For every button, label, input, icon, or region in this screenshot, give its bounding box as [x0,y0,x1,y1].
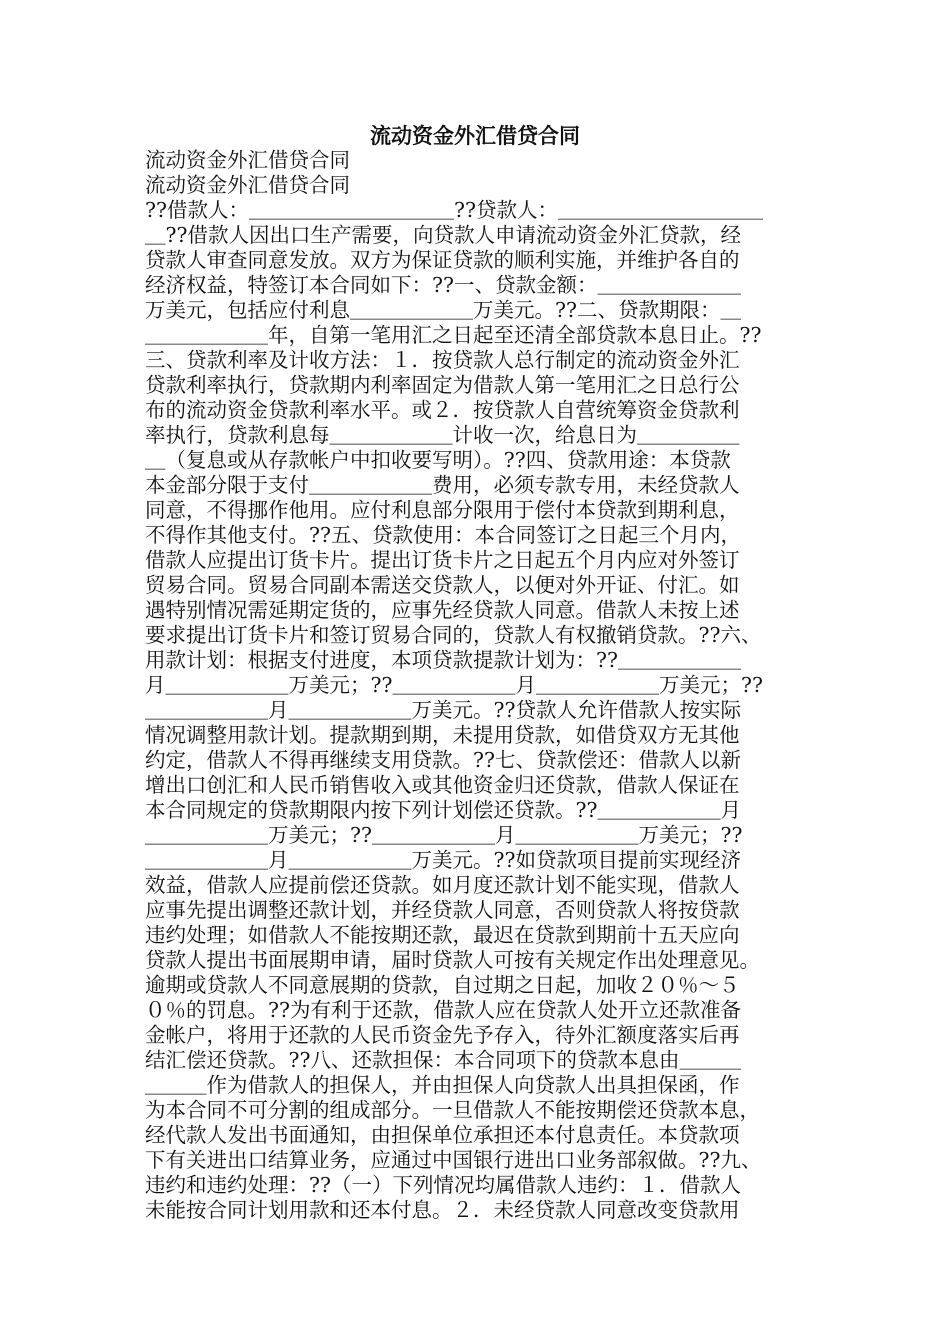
body-line: ０％的罚息。??为有利于还款，借款人应在贷款人处开立还款准备 [145,998,741,1022]
body-line: 贷款人审查同意发放。双方为保证贷款的顺利实施，并维护各自的 [145,248,740,272]
body-line: 用款计划：根据支付进度，本项贷款提款计划为：??＿＿＿＿＿＿ [145,648,741,672]
body-line: ??借款人：＿＿＿＿＿＿＿＿＿＿??贷款人：＿＿＿＿＿＿＿＿＿＿ [145,198,763,222]
body-line: 经济权益，特签订本合同如下：??一、贷款金额：＿＿＿＿＿＿＿ [145,273,741,297]
body-line: 金帐户，将用于还款的人民币资金先予存入，待外汇额度落实后再 [145,1023,740,1047]
body-line: 约定，借款人不得再继续支用贷款。??七、贷款偿还：借款人以新 [145,748,741,772]
body-line: 违约处理；如借款人不能按期还款，最迟在贷款到期前十五天应向 [145,923,740,947]
body-line: 效益，借款人应提前偿还贷款。如月度还款计划不能实现，借款人 [145,873,740,897]
body-line: 率执行，贷款利息每＿＿＿＿＿＿计收一次，给息日为＿＿＿＿＿ [145,423,740,447]
body-line: 流动资金外汇借贷合同 [145,148,350,172]
body-line: ＿＿＿＿＿＿月＿＿＿＿＿＿万美元。??如贷款项目提前实现经济 [145,848,741,872]
body-line: ＿??借款人因出口生产需要，向贷款人申请流动资金外汇贷款，经 [145,223,741,247]
body-line: 万美元，包括应付利息＿＿＿＿＿＿万美元。??二、贷款期限：＿ [145,298,741,322]
body-line: 应事先提出调整还款计划，并经贷款人同意，否则贷款人将按贷款 [145,898,740,922]
body-line: 违约和违约处理：??（一）下列情况均属借款人违约：１．借款人 [145,1173,741,1197]
body-line: 借款人应提出订货卡片。提出订货卡片之日起五个月内应对外签订 [145,548,740,572]
body-line: 不得作其他支付。??五、贷款使用：本合同签订之日起三个月内， [145,523,741,547]
body-line: 布的流动资金贷款利率水平。或２．按贷款人自营统筹资金贷款利 [145,398,740,422]
body-line: ＿＿＿＿＿＿万美元；??＿＿＿＿＿＿月＿＿＿＿＿＿万美元；?? [145,823,743,847]
document-body [145,148,795,1223]
body-line: ＿（复息或从存款帐户中扣收要写明）。??四、贷款用途：本贷款 [145,448,731,472]
body-line: 贷款人提出书面展期申请，届时贷款人可按有关规定作出处理意见。 [145,948,760,972]
body-line: 下有关进出口结算业务，应通过中国银行进出口业务部叙做。??九、 [145,1148,762,1172]
document-title: 流动资金外汇借贷合同 [370,124,580,148]
body-line: 贷款利率执行，贷款期内利率固定为借款人第一笔用汇之日总行公 [145,373,740,397]
body-line: ＿＿＿＿＿＿年，自第一笔用汇之日起至还清全部贷款本息日止。?? [145,323,762,347]
body-line: 逾期或贷款人不同意展期的贷款，自过期之日起，加收２０％～５ [145,973,740,997]
body-line: 情况调整用款计划。提款期到期，未提用贷款，如借贷双方无其他 [145,723,740,747]
body-line: ＿＿＿＿＿＿月＿＿＿＿＿＿万美元。??贷款人允许借款人按实际 [145,698,741,722]
body-line: 结汇偿还贷款。??八、还款担保：本合同项下的贷款本息由＿＿＿ [145,1048,741,1072]
body-line: 为本合同不可分割的组成部分。一旦借款人不能按期偿还贷款本息， [145,1098,760,1122]
body-line: 未能按合同计划用款和还本付息。２．未经贷款人同意改变贷款用 [145,1198,740,1222]
body-line: 经代款人发出书面通知，由担保单位承担还本付息责任。本贷款项 [145,1123,740,1147]
body-line: ＿＿＿作为借款人的担保人，并由担保人向贷款人出具担保函，作 [145,1073,740,1097]
body-line: 增出口创汇和人民币销售收入或其他资金归还贷款，借款人保证在 [145,773,740,797]
body-line: 遇特别情况需延期定货的，应事先经贷款人同意。借款人未按上述 [145,598,740,622]
body-line: 三、贷款利率及计收方法：１．按贷款人总行制定的流动资金外汇 [145,348,740,372]
body-line: 贸易合同。贸易合同副本需送交贷款人，以便对外开证、付汇。如 [145,573,740,597]
body-line: 要求提出订货卡片和签订贸易合同的，贷款人有权撤销贷款。??六、 [145,623,762,647]
body-line: 同意，不得挪作他用。应付利息部分限用于偿付本贷款到期利息， [145,498,740,522]
body-line: 本金部分限于支付＿＿＿＿＿＿费用，必须专款专用，未经贷款人 [145,473,740,497]
body-line: 本合同规定的贷款期限内按下列计划偿还贷款。??＿＿＿＿＿＿月 [145,798,741,822]
body-line: 月＿＿＿＿＿＿万美元；??＿＿＿＿＿＿月＿＿＿＿＿＿万美元；?? [145,673,763,697]
body-line: 流动资金外汇借贷合同 [145,173,350,197]
